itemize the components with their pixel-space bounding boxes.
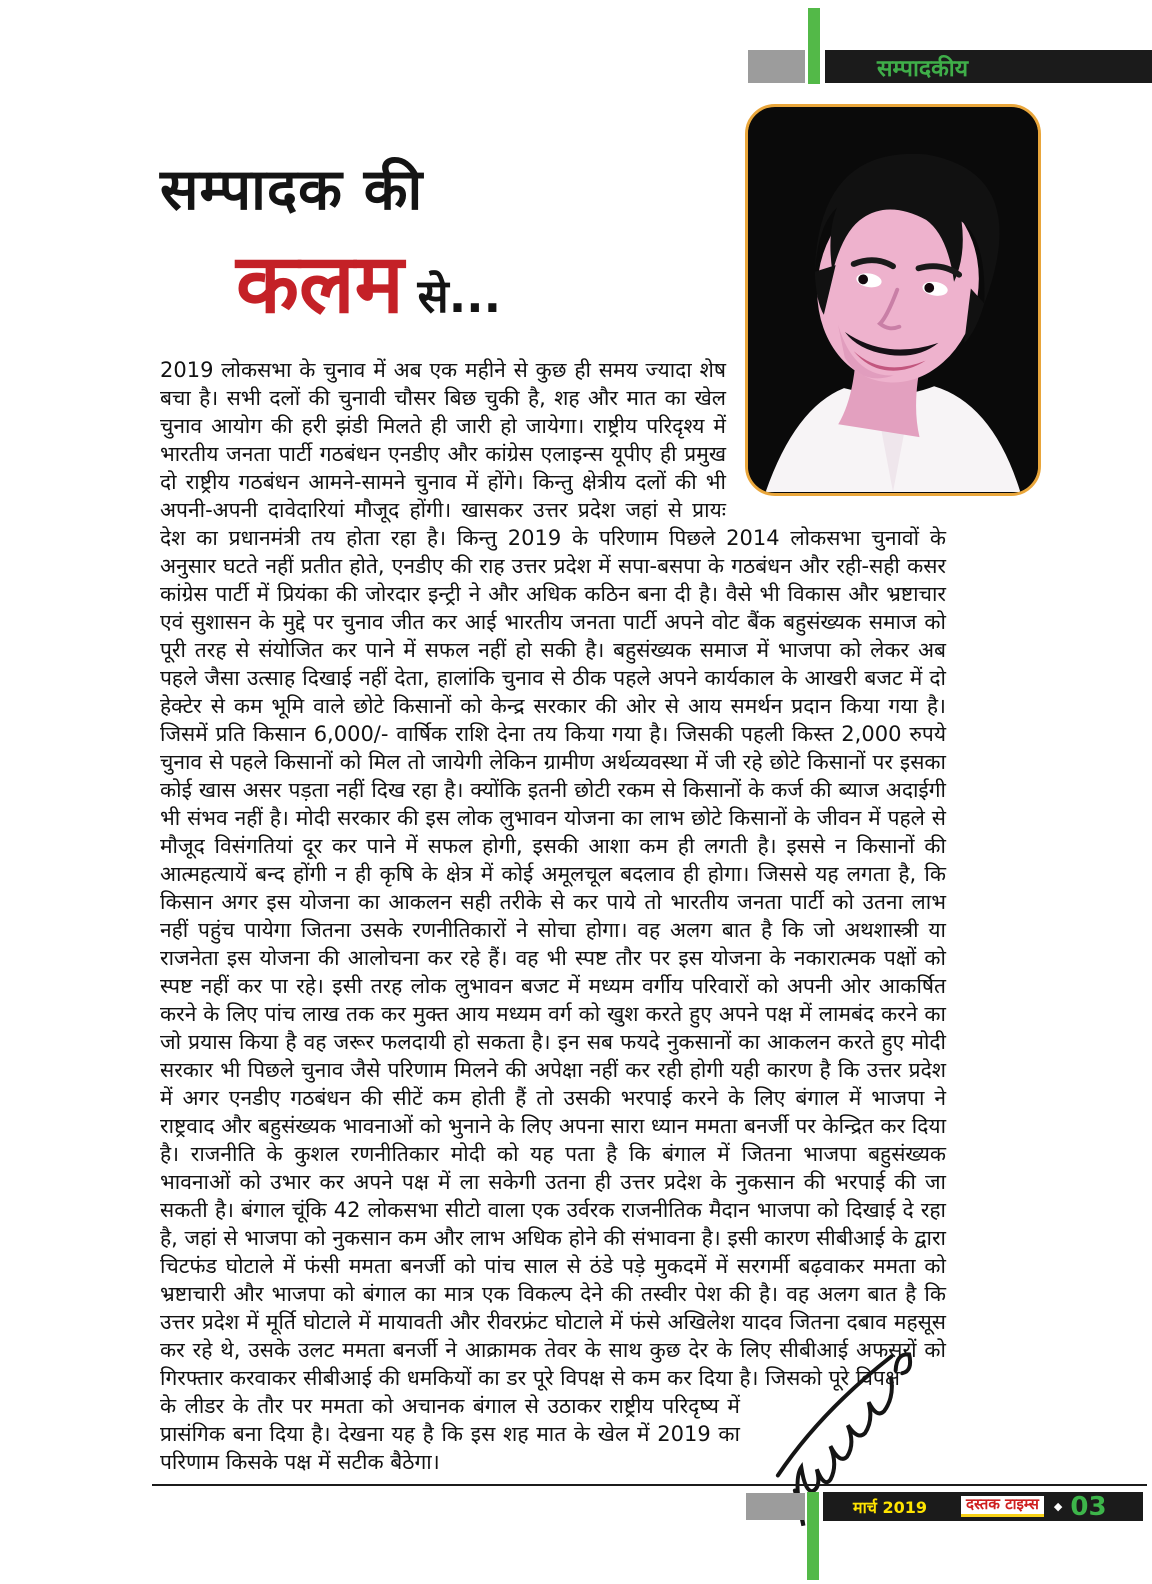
- editorial-body: [160, 356, 946, 1482]
- signature-area: [740, 1392, 946, 1482]
- photo-wrap-spacer: [726, 356, 946, 504]
- header-green-bar: [808, 8, 820, 84]
- header-gray-block: [748, 50, 805, 83]
- diamond-icon: ◆: [1053, 1500, 1063, 1513]
- page-title-red-word: कलम: [236, 237, 404, 332]
- footer-rule: [152, 1484, 1147, 1486]
- body-paragraph-1: 2019 लोकसभा के चुनाव में अब एक महीने से कुछ ही समय ज्यादा शेष बचा है। सभी दलों की चुनावी चौसर बिछ चुकी है, शह और मात का खेल चुनाव आयोग की हरी झंडी मिलते ही जारी हो जायेगा। राष्ट्रीय परिदृश्य में भारतीय जनता पार्टी गठबंधन एनडीए और कांग्रेस एलाइन्स यूपीए ही प्रमुख दो राष्ट्रीय गठबंधन आमने-सामने चुनाव में होंगे। किन्तु क्षेत्रीय दलों की भी अपनी-अपनी दावेदारियां मौजूद होंगी। खासकर उत्तर प्रदेश जहां से प्रायः देश का प्रधानमंत्री तय होता रहा है। किन्तु 2019 के परिणाम पिछले 2014 लोकसभा चुनावों के अनुसार घटते नहीं प्रतीत होते, एनडीए की राह उत्तर प्रदेश में सपा-बसपा के गठबंधन और रही-सही कसर कांग्रेस पार्टी में प्रियंका की जोरदार इन्ट्री ने और अधिक कठिन बना दी है। वैसे भी विकास और भ्रष्टाचार एवं सुशासन के मुद्दे पर चुनाव जीत कर आई भारतीय जनता पार्टी अपने वोट बैंक बहुसंख्यक समाज को पूरी तरह से संयोजित कर पाने में सफल नहीं हो सकी है। बहुसंख्यक समाज में भाजपा को लेकर अब पहले जैसा उत्साह दिखाई नहीं देता, हालांकि चुनाव से ठीक पहले अपने कार्यकाल के आखरी बजट में दो हेक्टेर से कम भूमि वाले छोटे किसानों को केन्द्र सरकार की ओर से आय समर्थन प्रदान किया गया है। जिसमें प्रति किसान 6,000/- वार्षिक राशि देना तय किया गया है। जिसकी पहली किस्त 2,000 रुपये चुनाव से पहले किसानों को मिल तो जायेगी लेकिन ग्रामीण अर्थव्यवस्था में जी रहे छोटे किसानों पर इसका कोई खास असर पड़ता नहीं दिख रहा है। क्योंकि इतनी छोटी रकम से किसानों के कर्ज की ब्याज अदाईगी भी संभव नहीं है। मोदी सरकार की इस लोक लुभावन योजना का लाभ छोटे किसानों के जीवन में पहले से मौजूद विसंगतियां दूर कर पाने में सफल होगी, इसकी आशा कम ही लगती है। इससे न किसानों की आत्महत्यायें बन्द होंगी न ही कृषि के क्षेत्र में कोई अमूलचूल बदलाव ही होगा। जिससे यह लगता है, कि किसान अगर इस योजना का आकलन सही तरीके से कर पाये तो भारतीय जनता पार्टी को उतना लाभ नहीं पहुंच पायेगा जितना उसके रणनीतिकारों ने सोचा होगा। वह अलग बात है कि जो अथशास्त्री या राजनेता इस योजना की आलोचना कर रहे हैं। वह भी स्पष्ट तौर पर इस योजना के नकारात्मक पक्षों को स्पष्ट नहीं कर पा रहे। इसी तरह लोक लुभावन बजट में मध्यम वर्गीय परिवारों को अपनी ओर आकर्षित करने के लिए पांच लाख तक कर मुक्त आय मध्यम वर्ग को खुश करते हुए अपने पक्ष में लामबंद करने का जो प्रयास किया है वह जरूर फलदायी हो सकता है। इन सब फयदे नुकसानों का आकलन करते हुए मोदी सरकार भी पिछले चुनाव जैसे परिणाम मिलने की अपेक्षा नहीं कर रही होगी यही कारण है कि उत्तर प्रदेश में अगर एनडीए गठबंधन की सीटें कम होती हैं तो उसकी भरपाई करने के लिए बंगाल में भाजपा ने राष्ट्रवाद और बहुसंख्यक भावनाओं को भुनाने के लिए अपना सारा ध्यान ममता बनर्जी पर केन्द्रित कर दिया है। राजनीति के कुशल रणनीतिकार मोदी को यह पता है कि बंगाल में जितना भाजपा बहुसंख्यक भावनाओं को उभार कर अपने पक्ष में ला सकेगी उतना ही उत्तर प्रदेश के नुकसान की भरपाई की जा सकती है। बंगाल चूंकि 42 लोकसभा सीटो वाला एक उर्वरक राजनीतिक मैदान भाजपा को दिखाई दे रहा है, जहां से भाजपा को नुकसान कम और लाभ अधिक होने की संभावना है। इसी कारण सीबीआई के द्वारा चिटफंड घोटाले में फंसी ममता बनर्जी को पांच साल से ठंडे पड़े मुकदमें में सरगर्मी बढ़वाकर ममता को भ्रष्टाचारी और भाजपा को बंगाल का मात्र एक विकल्प देने की तस्वीर पेश की है। वह अलग बात है कि उत्तर प्रदेश में मूर्ति घोटाले में मायावती और रीवरफ्रंट घोटाले में फंसे अखिलेश यादव जितना दबाव महसूस कर रहे थे, उसके उलट ममता बनर्जी ने आक्रामक तेवर के साथ कुछ देर के लिए सीबीआई अफसरों को गिरफ्तार करवाकर सीबीआई की धमकियों का डर पूरे विपक्ष से कम कर दिया है। जिसको पूरे विपक्ष: [160, 358, 947, 1390]
- page-number: 03: [1070, 1491, 1107, 1522]
- body-paragraph-2: के लीडर के तौर पर ममता को अचानक बंगाल से उठाकर राष्ट्रीय परिदृष्य में प्रासंगिक बना दिया है। देखना यह है कि इस शह मात के खेल में 2019 का परिणाम किसके पक्ष में सटीक बैठेगा।: [160, 1394, 740, 1474]
- footer-bar: [823, 1492, 1143, 1521]
- header-section-bar: [825, 50, 1152, 83]
- footer-green-bar: [807, 1492, 819, 1580]
- closing-block: [160, 1392, 946, 1476]
- footer-issue-date: मार्च 2019: [853, 1497, 927, 1517]
- page-title-line1: सम्पादक की: [160, 157, 424, 223]
- page-title-line2: [236, 237, 502, 332]
- page-title-suffix: से...: [417, 269, 502, 323]
- footer-gray-block: [746, 1493, 805, 1520]
- section-label: सम्पादकीय: [877, 55, 969, 82]
- magazine-logo: दस्तक टाइम्स: [961, 1496, 1044, 1517]
